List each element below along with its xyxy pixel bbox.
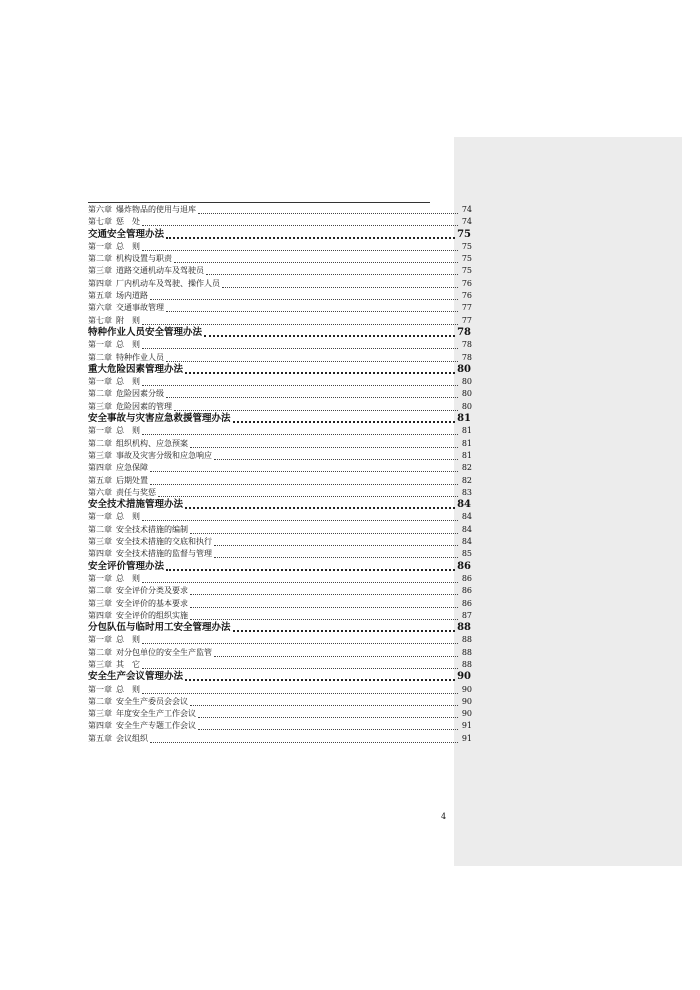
toc-chapter-number: 第一章: [88, 340, 112, 350]
toc-entry-label: [88, 585, 188, 597]
comment-margin-panel: [454, 137, 682, 866]
toc-dot-leader: [166, 560, 455, 571]
toc-page-number: 90: [461, 684, 472, 694]
toc-entry-title: 年度安全生产工作会议: [116, 709, 196, 719]
toc-chapter-number: 第一章: [88, 635, 112, 645]
toc-chapter-number: 第四章: [88, 278, 112, 288]
toc-dot-leader: [190, 695, 458, 706]
toc-chapter-number: 第七章: [88, 315, 112, 325]
toc-dot-leader: [190, 584, 458, 595]
toc-dot-leader: [142, 338, 458, 349]
toc-chapter-number: 第三章: [88, 401, 112, 411]
toc-entry-label: [88, 388, 164, 400]
toc-chapter-number: 第三章: [88, 709, 112, 719]
toc-chapter-number: 第五章: [88, 291, 112, 301]
toc-dot-leader: [142, 215, 458, 226]
toc-entry-title: 危险因素分级: [116, 389, 164, 399]
toc-chapter-number: 第五章: [88, 733, 112, 743]
toc-chapter-number: 第一章: [88, 426, 112, 436]
toc-dot-leader: [150, 474, 458, 485]
toc-page-number: 80: [461, 389, 472, 399]
toc-dot-leader: [150, 732, 458, 743]
toc-chapter-number: 第三章: [88, 450, 112, 460]
toc-entry-label: [88, 265, 204, 277]
toc-page-number: 82: [461, 475, 472, 485]
toc-entry-label: [88, 733, 148, 745]
toc-chapter-number: 第二章: [88, 524, 112, 534]
toc-chapter-number: 第六章: [88, 205, 112, 214]
toc-chapter-number: 第三章: [88, 537, 112, 547]
toc-chapter-number: 第二章: [88, 352, 112, 362]
toc-page-number: 88: [461, 635, 472, 645]
toc-entry-title: 总 则: [116, 340, 140, 350]
toc-chapter-number: 第二章: [88, 389, 112, 399]
toc-dot-leader: [222, 277, 458, 288]
toc-dot-leader: [204, 326, 455, 337]
toc-chapter-number: 第二章: [88, 254, 112, 264]
toc-page-number: 75: [461, 266, 472, 276]
toc-entry-title: 安全技术措施的编制: [116, 524, 188, 534]
toc-entry-label: [88, 475, 148, 487]
toc-dot-leader: [142, 314, 458, 325]
toc-chapter-number: 第三章: [88, 266, 112, 276]
toc-chapter-number: 第四章: [88, 610, 112, 620]
toc-entry-label: [88, 401, 172, 413]
toc-entry-label: [88, 462, 148, 474]
toc-entry-title: 组织机构、应急预案: [116, 438, 188, 448]
toc-chapter-number: 第四章: [88, 721, 112, 731]
table-of-contents: [88, 204, 472, 745]
toc-chapter-number: 第三章: [88, 598, 112, 608]
toc-dot-leader: [198, 719, 458, 730]
toc-dot-leader: [142, 510, 458, 521]
toc-dot-leader: [190, 597, 458, 608]
toc-dot-leader: [166, 228, 455, 239]
toc-dot-leader: [185, 363, 455, 374]
toc-dot-leader: [142, 633, 458, 644]
toc-entry-label: [88, 684, 140, 696]
toc-entry-label: [88, 315, 140, 327]
toc-entry-title: 会议组织: [116, 733, 148, 743]
toc-dot-leader: [214, 646, 458, 657]
toc-dot-leader: [198, 707, 458, 718]
toc-entry-label: [88, 598, 188, 610]
toc-dot-leader: [150, 289, 458, 300]
page-number: 4: [441, 812, 447, 821]
toc-entry-title: 总 则: [116, 241, 140, 251]
toc-dot-leader: [190, 523, 458, 534]
toc-entry-title: 爆炸物品的使用与退库: [116, 205, 196, 214]
toc-dot-leader: [185, 498, 455, 509]
toc-page-number: 81: [461, 438, 472, 448]
toc-entry-title: 其 它: [116, 659, 140, 669]
toc-entry-title: 总 则: [116, 635, 140, 645]
toc-entry-label: [88, 290, 148, 302]
toc-entry-title: 重大危险因素管理办法: [88, 363, 184, 375]
toc-page-number: 84: [457, 499, 471, 511]
toc-page-number: 77: [461, 315, 472, 325]
toc-dot-leader: [142, 424, 458, 435]
toc-page-number: 80: [461, 377, 472, 387]
toc-page-number: 78: [461, 352, 472, 362]
toc-page-number: 77: [461, 303, 472, 313]
toc-entry-label: [88, 524, 188, 536]
toc-entry-title: 总 则: [116, 426, 140, 436]
toc-entry-label: [88, 634, 140, 646]
toc-dot-leader: [166, 351, 458, 362]
toc-entry-label: [88, 696, 188, 708]
toc-entry-label: [88, 708, 196, 720]
toc-dot-leader: [166, 387, 458, 398]
toc-entry-label: [88, 511, 140, 523]
toc-page-number: 88: [457, 622, 471, 634]
toc-chapter-number: 第一章: [88, 573, 112, 583]
toc-page-number: 84: [461, 537, 472, 547]
toc-page-number: 78: [461, 340, 472, 350]
toc-entry-label: [88, 487, 156, 499]
toc-page-number: 86: [461, 573, 472, 583]
toc-entry-title: 场内道路: [116, 291, 148, 301]
toc-page-number: 81: [461, 426, 472, 436]
toc-page-number: 81: [457, 413, 471, 425]
toc-chapter-number: 第一章: [88, 241, 112, 251]
toc-page-number: 87: [461, 610, 472, 620]
toc-entry-title: 特种作业人员: [116, 352, 164, 362]
toc-entry-title: 机构设置与职责: [116, 254, 172, 264]
toc-chapter-entry[interactable]: [88, 733, 472, 745]
toc-chapter-number: 第六章: [88, 303, 112, 313]
toc-entry-title: 道路交通机动车及驾驶员: [116, 266, 204, 276]
toc-page-number: 76: [461, 278, 472, 288]
toc-page-number: 75: [457, 228, 471, 240]
toc-page-number: 74: [461, 217, 472, 227]
toc-page-number: 75: [461, 254, 472, 264]
toc-entry-title: 附 则: [116, 315, 140, 325]
toc-dot-leader: [158, 486, 458, 497]
toc-dot-leader: [150, 461, 458, 472]
toc-page-number: 75: [461, 241, 472, 251]
toc-entry-label: [88, 425, 140, 437]
toc-dot-leader: [190, 609, 458, 620]
toc-page-number: 90: [457, 671, 471, 683]
toc-dot-leader: [214, 535, 458, 546]
toc-dot-leader: [142, 683, 458, 694]
toc-entry-title: 安全生产委员会会议: [116, 696, 188, 706]
toc-dot-leader: [233, 621, 455, 632]
toc-entry-label: [88, 659, 140, 671]
toc-entry-title: 总 则: [116, 684, 140, 694]
toc-chapter-number: 第一章: [88, 684, 112, 694]
toc-entry-label: [88, 610, 188, 622]
toc-entry-title: 对分包单位的安全生产监管: [116, 647, 212, 657]
toc-entry-label: [88, 352, 164, 364]
toc-page-number: 86: [457, 560, 471, 572]
toc-entry-title: 安全评价分类及要求: [116, 586, 188, 596]
toc-entry-label: [88, 438, 188, 450]
toc-entry-title: 安全技术措施管理办法: [88, 499, 184, 511]
toc-entry-title: 特种作业人员安全管理办法: [88, 326, 203, 338]
toc-dot-leader: [142, 572, 458, 583]
toc-entry-title: 应急保障: [116, 463, 148, 473]
toc-entry-label: [88, 216, 140, 228]
toc-dot-leader: [142, 375, 458, 386]
toc-entry-title: 安全事故与灾害应急救援管理办法: [88, 413, 231, 425]
toc-page-number: 81: [461, 450, 472, 460]
toc-chapter-number: 第七章: [88, 217, 112, 227]
toc-page-number: 74: [461, 205, 472, 214]
toc-dot-leader: [142, 658, 458, 669]
toc-entry-title: 总 则: [116, 377, 140, 387]
toc-chapter-number: 第二章: [88, 696, 112, 706]
toc-page-number: 84: [461, 524, 472, 534]
toc-entry-title: 后期处置: [116, 475, 148, 485]
toc-dot-leader: [174, 252, 458, 263]
toc-entry-title: 安全评价管理办法: [88, 560, 165, 572]
toc-page-number: 80: [457, 363, 471, 375]
toc-dot-leader: [206, 264, 458, 275]
toc-entry-title: 安全评价的组织实施: [116, 610, 188, 620]
toc-entry-title: 责任与奖惩: [116, 487, 156, 497]
toc-entry-title: 交通安全管理办法: [88, 228, 165, 240]
toc-dot-leader: [214, 547, 458, 558]
toc-page-number: 88: [461, 659, 472, 669]
toc-dot-leader: [198, 203, 458, 214]
toc-entry-title: 惩 处: [116, 217, 140, 227]
toc-page-number: 83: [461, 487, 472, 497]
toc-chapter-number: 第一章: [88, 377, 112, 387]
toc-page-number: 90: [461, 709, 472, 719]
toc-entry-title: 安全技术措施的监督与管理: [116, 549, 212, 559]
toc-entry-title: 危险因素的管理: [116, 401, 172, 411]
toc-entry-title: 安全生产专题工作会议: [116, 721, 196, 731]
toc-dot-leader: [142, 240, 458, 251]
toc-page-number: 80: [461, 401, 472, 411]
toc-chapter-number: 第三章: [88, 659, 112, 669]
toc-page-number: 82: [461, 463, 472, 473]
toc-page-number: 76: [461, 291, 472, 301]
toc-chapter-number: 第二章: [88, 586, 112, 596]
toc-entry-title: 事故及灾害分级和应急响应: [116, 450, 212, 460]
toc-chapter-number: 第一章: [88, 512, 112, 522]
toc-dot-leader: [233, 412, 455, 423]
toc-dot-leader: [214, 449, 458, 460]
toc-entry-label: [88, 339, 140, 351]
toc-page-number: 91: [461, 733, 472, 743]
toc-entry-title: 安全技术措施的交底和执行: [116, 537, 212, 547]
toc-entry-title: 分包队伍与临时用工安全管理办法: [88, 622, 231, 634]
toc-page-number: 86: [461, 598, 472, 608]
toc-dot-leader: [166, 301, 458, 312]
toc-dot-leader: [190, 437, 458, 448]
toc-page-number: 85: [461, 549, 472, 559]
toc-page-number: 86: [461, 586, 472, 596]
toc-entry-label: [88, 241, 140, 253]
toc-page-number: 88: [461, 647, 472, 657]
toc-entry-title: 安全生产会议管理办法: [88, 671, 184, 683]
toc-chapter-number: 第二章: [88, 438, 112, 448]
toc-chapter-number: 第四章: [88, 549, 112, 559]
toc-chapter-number: 第五章: [88, 475, 112, 485]
toc-entry-label: [88, 536, 212, 548]
toc-chapter-number: 第四章: [88, 463, 112, 473]
toc-entry-label: [88, 573, 140, 585]
toc-chapter-number: 第六章: [88, 487, 112, 497]
toc-dot-leader: [185, 670, 455, 681]
toc-entry-label: [88, 376, 140, 388]
toc-entry-title: 总 则: [116, 573, 140, 583]
toc-entry-title: 总 则: [116, 512, 140, 522]
toc-page-number: 84: [461, 512, 472, 522]
toc-entry-title: 安全评价的基本要求: [116, 598, 188, 608]
toc-page-number: 78: [457, 326, 471, 338]
toc-page-number: 91: [461, 721, 472, 731]
toc-entry-label: [88, 253, 172, 265]
toc-dot-leader: [174, 400, 458, 411]
toc-entry-title: 厂内机动车及驾驶、操作人员: [116, 278, 220, 288]
toc-page-number: 90: [461, 696, 472, 706]
toc-entry-title: 交通事故管理: [116, 303, 164, 313]
toc-chapter-number: 第二章: [88, 647, 112, 657]
